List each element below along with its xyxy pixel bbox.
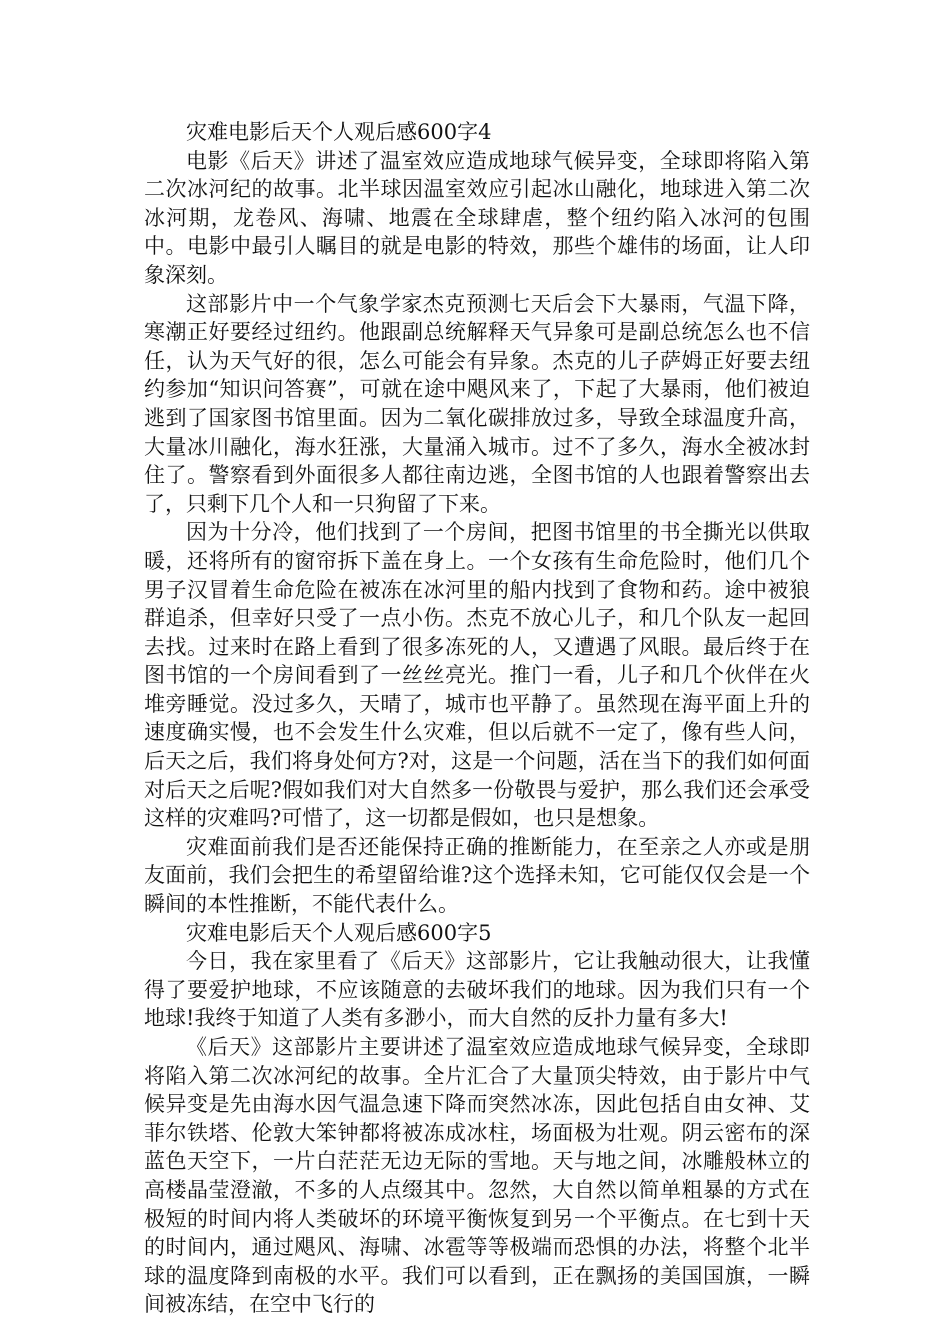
- body-paragraph: 这部影片中一个气象学家杰克预测七天后会下大暴雨，气温下降，寒潮正好要经过纽约。他跟副总统解释天气异象可是副总统怎么也不信任，认为天气好的很，怎么可能会有异象。杰克的儿子萨姆正好要去纽约参加“知识问答赛”，可就在途中飓风来了，下起了大暴雨，他们被迫逃到了国家图书馆里面。因为二氧化碳排放过多，导致全球温度升高，大量冰川融化，海水狂涨，大量涌入城市。过不了多久，海水全被冰封住了。警察看到外面很多人都往南边逃，全图书馆的人也跟着警察出去了，只剩下几个人和一只狗留了下来。: [144, 291, 810, 516]
- body-paragraph: 因为十分冷，他们找到了一个房间，把图书馆里的书全撕光以供取暖，还将所有的窗帘拆下盖在身上。一个女孩有生命危险时，他们几个男子汉冒着生命危险在被冻在冰河里的船内找到了食物和药。途中被狼群追杀，但幸好只受了一点小伤。杰克不放心儿子，和几个队友一起回去找。过来时在路上看到了很多冻死的人，又遭遇了风眼。最后终于在图书馆的一个房间看到了一丝丝亮光。推门一看，儿子和几个伙伴在火堆旁睡觉。没过多久，天晴了，城市也平静了。虽然现在海平面上升的速度确实慢，也不会发生什么灾难，但以后就不一定了，像有些人问，后天之后，我们将身处何方?对，这是一个问题，活在当下的我们如何面对后天之后呢?假如我们对大自然多一份敬畏与爱护，那么我们还会承受这样的灾难吗?可惜了，这一切都是假如，也只是想象。: [144, 520, 810, 831]
- body-paragraph: 电影《后天》讲述了温室效应造成地球气候异变，全球即将陷入第二次冰河纪的故事。北半球因温室效应引起冰山融化，地球进入第二次冰河期，龙卷风、海啸、地震在全球肆虐，整个纽约陷入冰河的包围中。电影中最引人瞩目的就是电影的特效，那些个雄伟的场面，让人印象深刻。: [144, 148, 810, 287]
- body-paragraph: 灾难面前我们是否还能保持正确的推断能力，在至亲之人亦或是朋友面前，我们会把生的希望留给谁?这个选择未知，它可能仅仅会是一个瞬间的本性推断，不能代表什么。: [144, 834, 810, 917]
- section-heading-4: 灾难电影后天个人观后感600字4: [186, 120, 492, 144]
- body-paragraph: 今日，我在家里看了《后天》这部影片，它让我触动很大，让我懂得了要爱护地球，不应该随意的去破坏我们的地球。因为我们只有一个地球!我终于知道了人类有多渺小，而大自然的反扑力量有多大!: [144, 949, 810, 1031]
- section-heading-5: 灾难电影后天个人观后感600字5: [186, 920, 492, 945]
- body-paragraph: 《后天》这部影片主要讲述了温室效应造成地球气候异变，全球即将陷入第二次冰河纪的故事。全片汇合了大量顶尖特效，由于影片中气候异变是先由海水因气温急速下降而突然冰冻，因此包括自由女神、艾菲尔铁塔、伦敦大笨钟都将被冻成冰柱，场面极为壮观。阴云密布的深蓝色天空下，一片白茫茫无边无际的雪地。天与地之间，冰雕般林立的高楼晶莹澄澈，不多的人点缀其中。忽然，大自然以简单粗暴的方式在极短的时间内将人类破坏的环境平衡恢复到另一个平衡点。在七到十天的时间内，通过飓风、海啸、冰雹等等极端而恐惧的办法，将整个北半球的温度降到南极的水平。我们可以看到，正在飘扬的美国国旗，一瞬间被冻结，在空中飞行的: [144, 1035, 810, 1317]
- document-body: [144, 118, 810, 1319]
